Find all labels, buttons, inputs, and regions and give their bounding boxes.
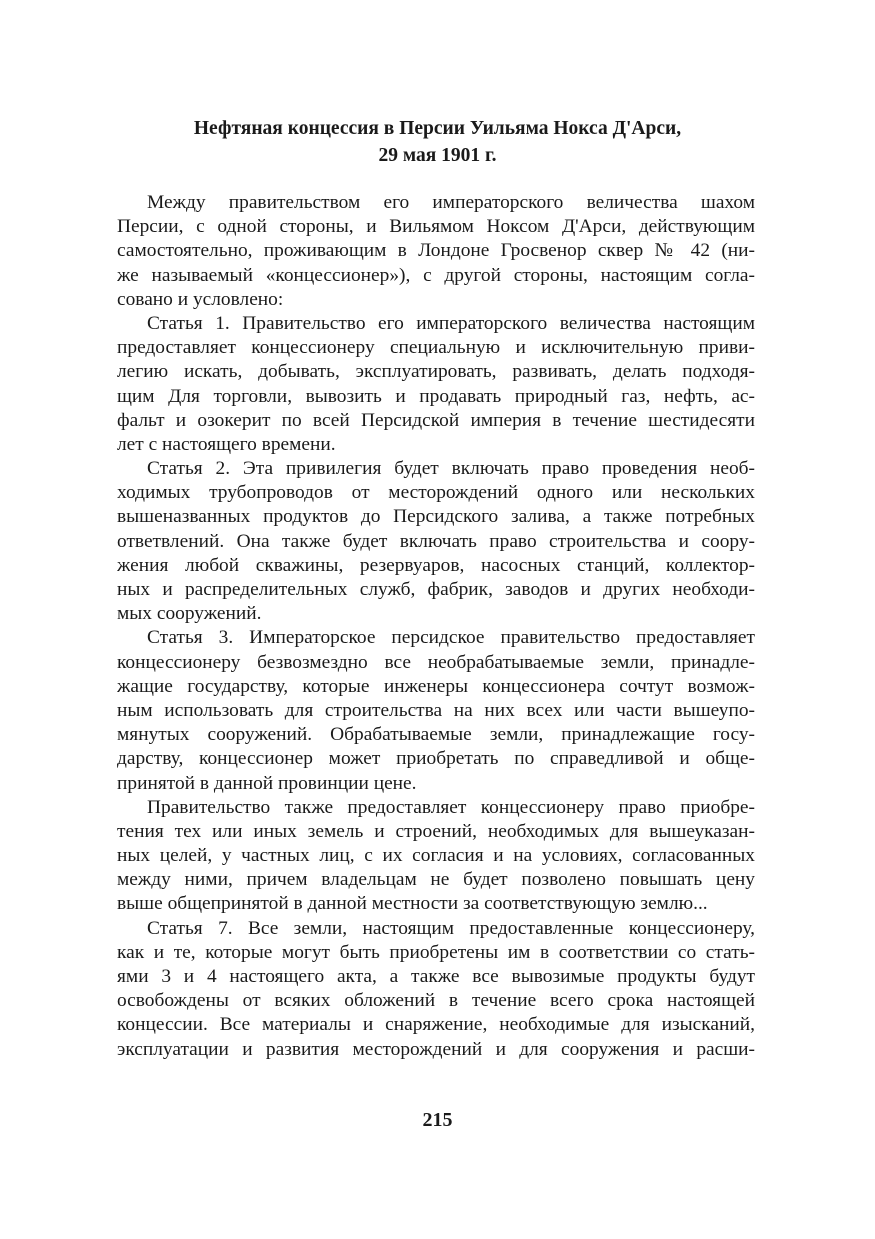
text-line: вышеназванных продуктов до Персидского залива, а также потребных — [117, 506, 755, 528]
text-line: же называемый «концессионер»), с другой стороны, настоящим согла- — [117, 264, 755, 286]
text-line: как и те, которые могут быть приобретены им в соответствии со стать- — [117, 941, 755, 963]
text-line: Статья 1. Правительство его императорского величества настоящим — [147, 312, 755, 334]
text-line: между ними, причем владельцам не будет позволено повышать цену — [117, 869, 755, 891]
text-line: принятой в данной провинции цене. — [117, 772, 417, 794]
text-line: Статья 7. Все земли, настоящим предоставленные концессионеру, — [147, 917, 755, 939]
text-line: ходимых трубопроводов от месторождений одного или нескольких — [117, 482, 755, 504]
text-line: освобождены от всяких обложений в течение всего срока настоящей — [117, 990, 755, 1012]
text-line: ответвлений. Она также будет включать право строительства и соору- — [117, 530, 755, 552]
text-line: самостоятельно, проживающим в Лондоне Гросвенор сквер № 42 (ни- — [117, 240, 755, 262]
text-line: жащие государству, которые инженеры концессионера сочтут возмож- — [117, 675, 755, 697]
text-line: фальт и озокерит по всей Персидской империя в течение шестидесяти — [117, 409, 755, 431]
text-line: Персии, с одной стороны, и Вильямом Ноксом Д'Арси, действующим — [117, 216, 755, 238]
text-line: выше общепринятой в данной местности за соответствующую землю... — [117, 893, 708, 915]
text-line: тения тех или иных земель и строений, необходимых для вышеуказан- — [117, 820, 755, 842]
title-line: Нефтяная концессия в Персии Уильяма Нокса Д'Арси, — [193, 118, 682, 139]
text-line: легию искать, добывать, эксплуатировать, развивать, делать подходя- — [117, 361, 755, 383]
text-line: ным использовать для строительства на них всех или части вышеупо- — [117, 699, 755, 721]
text-line: концессионеру безвозмездно все необрабатываемые земли, принадле- — [117, 651, 755, 673]
text-line: ных и распределительных служб, фабрик, заводов и других необходи- — [117, 579, 755, 600]
text-line: ных целей, у частных лиц, с их согласия и на условиях, согласованных — [117, 845, 755, 867]
text-line: щим Для торговли, вывозить и продавать природный газ, нефть, ас- — [117, 385, 755, 407]
text-line: мых сооружений. — [117, 603, 262, 625]
text-line: мянутых сооружений. Обрабатываемые земли, принадлежащие госу- — [117, 724, 755, 746]
text-line: совано и условлено: — [117, 288, 284, 310]
text-line: ями 3 и 4 настоящего акта, а также все вывозимые продукты будут — [117, 966, 755, 987]
text-line: эксплуатации и развития месторождений и для сооружения и расши- — [117, 1038, 755, 1060]
body-text — [117, 191, 755, 1062]
text-line: дарству, концессионер может приобретать по справедливой и обще- — [117, 748, 755, 770]
text-line: предоставляет концессионеру специальную и исключительную приви- — [117, 337, 755, 359]
text-line: концессии. Все материалы и снаряжение, необходимые для изысканий, — [117, 1014, 755, 1036]
text-line: Статья 2. Эта привилегия будет включать право проведения необ- — [147, 458, 755, 480]
text-line: жения любой скважины, резервуаров, насосных станций, коллектор- — [117, 554, 755, 576]
text-line: Между правительством его императорского величества шахом — [147, 192, 755, 213]
page-number: 215 — [422, 1109, 453, 1131]
text-line: Статья 3. Императорское персидское правительство предоставляет — [147, 627, 755, 649]
page-title — [120, 115, 755, 169]
title-date-line: 29 мая 1901 г. — [378, 145, 497, 166]
text-line: лет с настоящего времени. — [117, 433, 336, 455]
text-line: Правительство также предоставляет концессионеру право приобре- — [147, 796, 755, 818]
